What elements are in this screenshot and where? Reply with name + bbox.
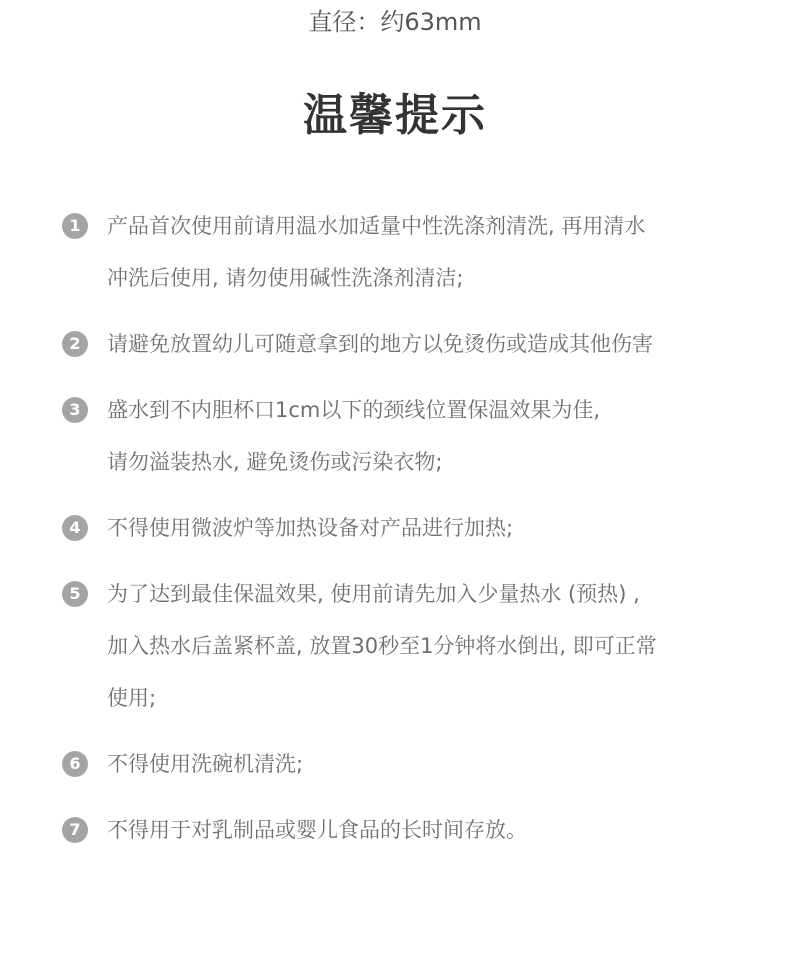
tip-item-2 [62, 318, 722, 370]
tip-line: 请勿溢装热水, 避免烫伤或污染衣物; [107, 450, 443, 474]
tip-number-badge: 6 [62, 751, 88, 777]
tip-text [107, 804, 722, 856]
page-title: 温馨提示 [303, 90, 487, 141]
tip-item-3 [62, 384, 722, 488]
tip-line: 请避免放置幼儿可随意拿到的地方以免烫伤或造成其他伤害 [107, 332, 653, 356]
tip-line: 使用; [107, 686, 157, 710]
tip-text [107, 384, 722, 488]
tip-line: 为了达到最佳保温效果, 使用前请先加入少量热水 (预热) , [107, 582, 640, 606]
tip-line: 冲洗后使用, 请勿使用碱性洗涤剂清洁; [107, 266, 464, 290]
tip-number-badge: 2 [62, 331, 88, 357]
tip-number-badge: 1 [62, 213, 88, 239]
tip-number-badge: 3 [62, 397, 88, 423]
diameter-spec: 直径：约63mm [308, 8, 482, 36]
tip-line: 加入热水后盖紧杯盖, 放置30秒至1分钟将水倒出, 即可正常 [107, 634, 657, 658]
tip-text [107, 738, 722, 790]
tip-number-badge: 4 [62, 515, 88, 541]
tip-line: 盛水到不内胆杯口1cm以下的颈线位置保温效果为佳, [107, 398, 601, 422]
tip-number-badge: 7 [62, 817, 88, 843]
tip-item-1 [62, 200, 722, 304]
tip-text [107, 502, 722, 554]
tip-item-5 [62, 568, 722, 724]
tip-line: 产品首次使用前请用温水加适量中性洗涤剂清洗, 再用清水 [107, 214, 646, 238]
tip-item-6 [62, 738, 722, 790]
tip-line: 不得用于对乳制品或婴儿食品的长时间存放。 [107, 818, 527, 842]
tip-number-badge: 5 [62, 581, 88, 607]
tip-item-4 [62, 502, 722, 554]
tip-text [107, 200, 722, 304]
tip-text [107, 568, 722, 724]
tips-list [62, 200, 722, 870]
tip-line: 不得使用洗碗机清洗; [107, 752, 304, 776]
tip-text [107, 318, 722, 370]
tip-item-7 [62, 804, 722, 856]
tip-line: 不得使用微波炉等加热设备对产品进行加热; [107, 516, 514, 540]
